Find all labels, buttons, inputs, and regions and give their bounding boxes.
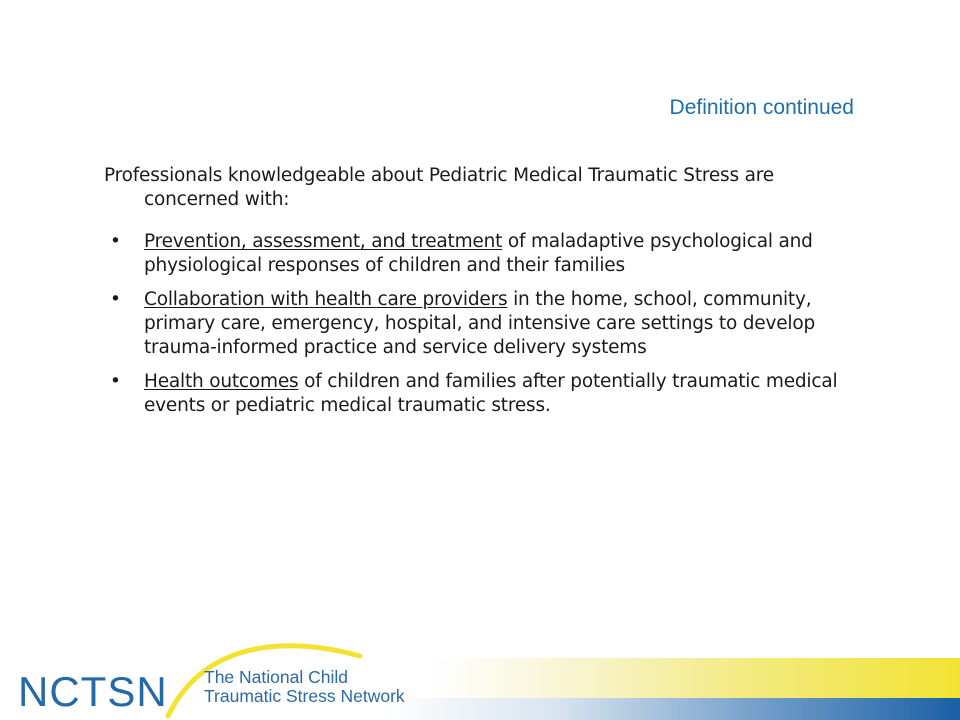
footer — [0, 620, 960, 720]
bullet-lead: Collaboration with health care providers — [144, 289, 508, 310]
bullet-list — [104, 230, 864, 418]
bullet-icon: • — [110, 231, 121, 252]
intro-paragraph: Professionals knowledgeable about Pediatric Medical Traumatic Stress are concerned with: — [104, 165, 774, 210]
list-item — [104, 370, 864, 418]
bullet-text: of children and families after potentially traumatic medical events or pediatric medical traumatic stress. — [144, 371, 838, 416]
bullet-icon: • — [110, 371, 121, 392]
bullet-lead: Health outcomes — [144, 371, 299, 392]
slide-title: Definition continued — [669, 96, 854, 119]
bullet-icon: • — [110, 289, 121, 310]
list-item — [104, 230, 864, 278]
organization-name-line2: Traumatic Stress Network — [204, 686, 405, 706]
list-item — [104, 288, 864, 360]
bullet-text: of maladaptive psychological and physiological responses of children and their families — [144, 231, 813, 276]
bullet-text: in the home, school, community, primary care, emergency, hospital, and intensive care settings to develop trauma-informed practice and service delivery systems — [144, 289, 816, 358]
nctsn-logo: NCTSN — [18, 668, 168, 715]
slide-body — [104, 164, 864, 428]
organization-name — [204, 668, 405, 706]
organization-name-line1: The National Child — [204, 667, 348, 687]
bullet-lead: Prevention, assessment, and treatment — [144, 231, 503, 252]
